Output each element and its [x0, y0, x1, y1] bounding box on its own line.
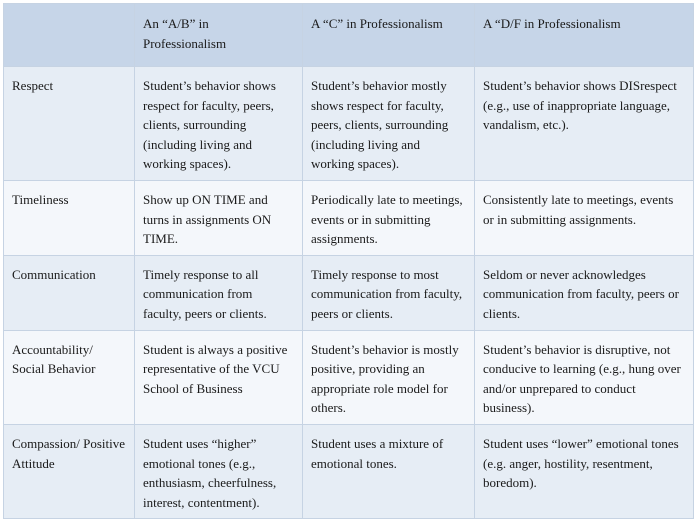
ab-cell: Show up ON TIME and turns in assignments ON TIME. [135, 180, 303, 255]
criterion-cell: Communication [4, 255, 135, 330]
df-cell: Student uses “lower” emotional tones (e.g. anger, hostility, resentment, boredom). [475, 424, 694, 518]
c-cell: Periodically late to meetings, events or in submitting assignments. [303, 180, 475, 255]
header-cell-df: A “D/F in Professionalism [475, 4, 694, 67]
df-cell: Consistently late to meetings, events or in submitting assignments. [475, 180, 694, 255]
criterion-cell: Timeliness [4, 180, 135, 255]
ab-cell: Student’s behavior shows respect for faculty, peers, clients, surrounding (including living and working spaces). [135, 67, 303, 181]
table-row [4, 180, 694, 255]
c-cell: Student’s behavior is mostly positive, providing an appropriate role model for others. [303, 330, 475, 424]
df-cell: Student’s behavior is disruptive, not conducive to learning (e.g., hung over and/or unprepared to conduct business). [475, 330, 694, 424]
criterion-cell: Compassion/ Positive Attitude [4, 424, 135, 518]
table-row [4, 424, 694, 518]
table-row [4, 67, 694, 181]
c-cell: Timely response to most communication from faculty, peers or clients. [303, 255, 475, 330]
df-cell: Student’s behavior shows DISrespect (e.g., use of inappropriate language, vandalism, etc.). [475, 67, 694, 181]
ab-cell: Student uses “higher” emotional tones (e.g., enthusiasm, cheerfulness, interest, contentment). [135, 424, 303, 518]
header-cell-ab: An “A/B” in Professionalism [135, 4, 303, 67]
c-cell: Student’s behavior mostly shows respect for faculty, peers, clients, surrounding (including living and working spaces). [303, 67, 475, 181]
ab-cell: Timely response to all communication from faculty, peers or clients. [135, 255, 303, 330]
table-row [4, 330, 694, 424]
header-row [4, 4, 694, 67]
c-cell: Student uses a mixture of emotional tones. [303, 424, 475, 518]
df-cell: Seldom or never acknowledges communication from faculty, peers or clients. [475, 255, 694, 330]
criterion-cell: Accountability/ Social Behavior [4, 330, 135, 424]
professionalism-rubric-table [3, 3, 694, 519]
header-cell-empty [4, 4, 135, 67]
header-cell-c: A “C” in Professionalism [303, 4, 475, 67]
criterion-cell: Respect [4, 67, 135, 181]
ab-cell: Student is always a positive representative of the VCU School of Business [135, 330, 303, 424]
table-row [4, 255, 694, 330]
